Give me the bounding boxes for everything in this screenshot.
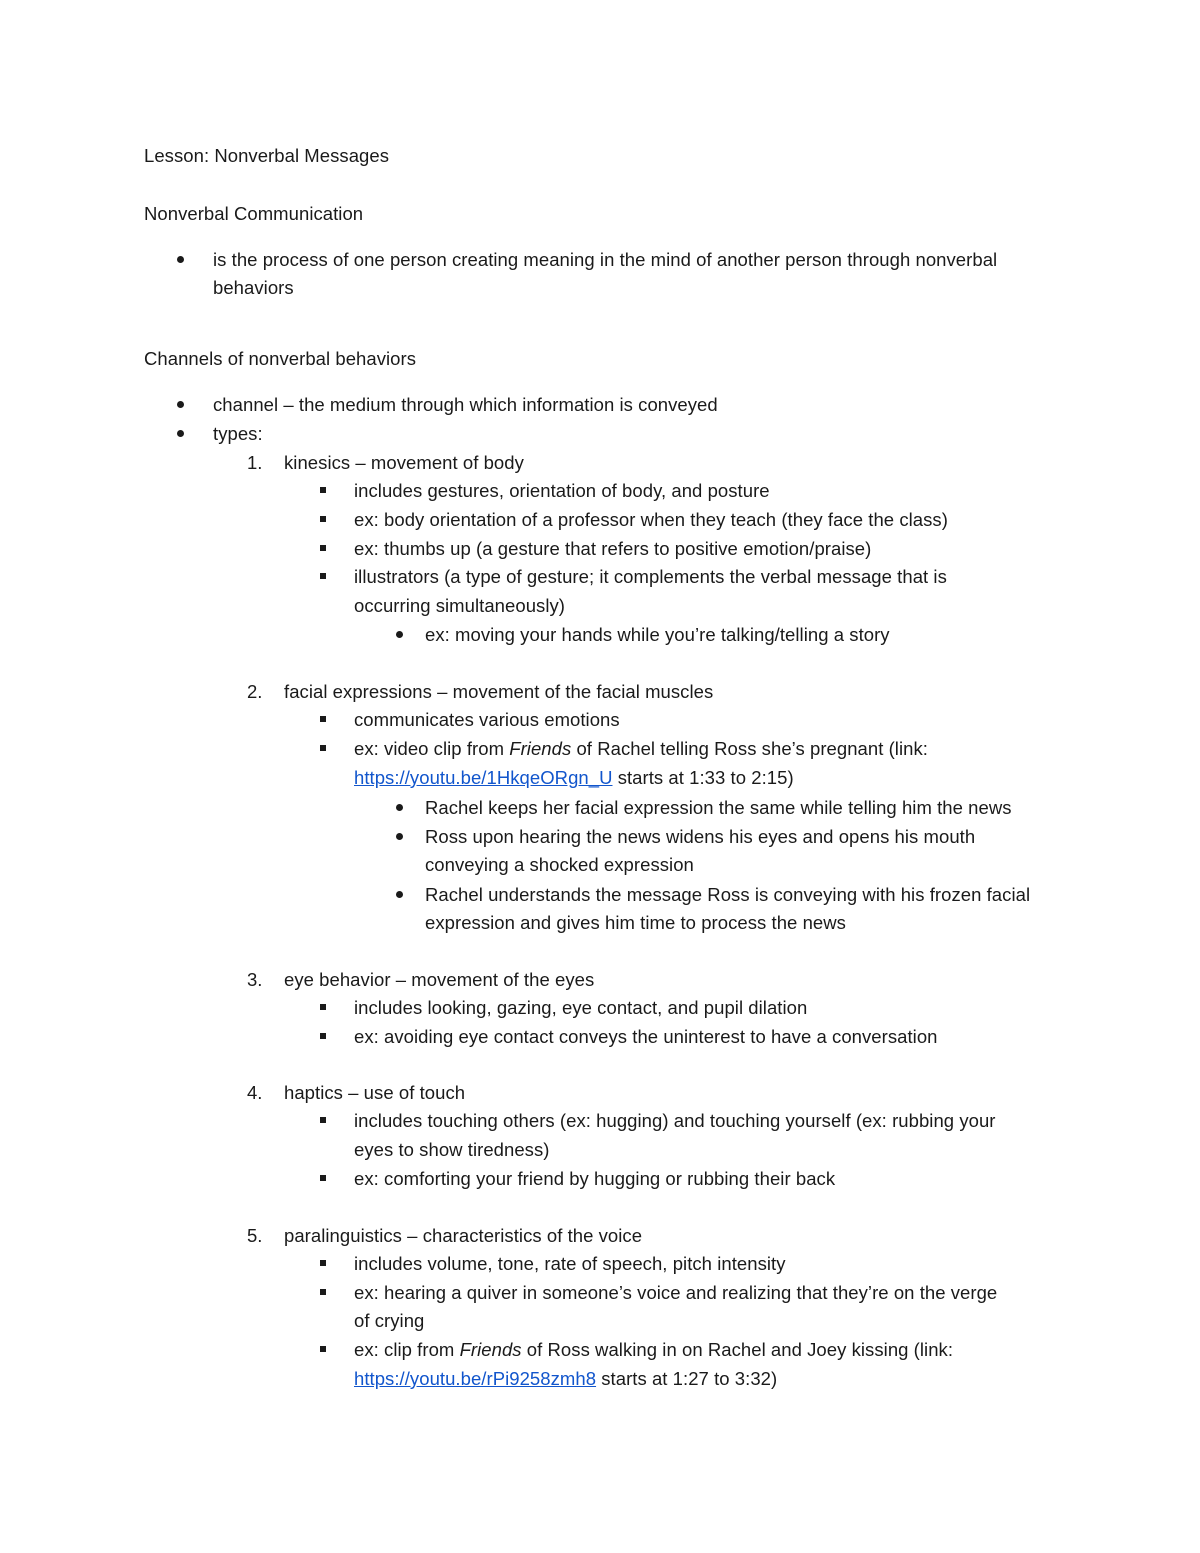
clip-suffix: of Rachel telling Ross she’s pregnant (link: bbox=[571, 738, 928, 759]
list-item: includes touching others (ex: hugging) and touching yourself (ex: rubbing your bbox=[354, 1110, 996, 1131]
square-bullet-icon bbox=[320, 1033, 326, 1039]
video-clip-item bbox=[354, 1338, 953, 1362]
list-number: 3. bbox=[247, 969, 263, 990]
clip-prefix: ex: clip from bbox=[354, 1339, 460, 1360]
clip-prefix: ex: video clip from bbox=[354, 738, 510, 759]
list-item-continuation: of crying bbox=[354, 1310, 425, 1331]
list-item: includes looking, gazing, eye contact, and pupil dilation bbox=[354, 997, 808, 1018]
list-item: Rachel understands the message Ross is conveying with his frozen facial bbox=[425, 884, 1031, 905]
clip-time-range: starts at 1:27 to 3:32) bbox=[596, 1368, 778, 1389]
section-heading-nonverbal-communication: Nonverbal Communication bbox=[144, 203, 364, 224]
document-title: Lesson: Nonverbal Messages bbox=[144, 145, 390, 166]
bullet-icon bbox=[177, 430, 184, 437]
square-bullet-icon bbox=[320, 1175, 326, 1181]
channel-haptics: haptics – use of touch bbox=[284, 1082, 466, 1103]
bullet-icon bbox=[177, 401, 184, 408]
list-item: Rachel keeps her facial expression the same while telling him the news bbox=[425, 797, 1012, 818]
youtube-link[interactable]: https://youtu.be/1HkqeORgn_U bbox=[354, 767, 613, 788]
list-number: 4. bbox=[247, 1082, 263, 1103]
clip-time-range: starts at 1:33 to 2:15) bbox=[612, 767, 794, 788]
square-bullet-icon bbox=[320, 545, 326, 551]
bullet-icon bbox=[396, 631, 403, 638]
list-number: 2. bbox=[247, 681, 263, 702]
definition-line-1: is the process of one person creating meaning in the mind of another person through nonverbal bbox=[213, 249, 998, 270]
list-item: ex: hearing a quiver in someone’s voice and realizing that they’re on the verge bbox=[354, 1282, 998, 1303]
list-item: includes gestures, orientation of body, and posture bbox=[354, 480, 770, 501]
list-item: ex: body orientation of a professor when they teach (they face the class) bbox=[354, 509, 948, 530]
list-number: 5. bbox=[247, 1225, 263, 1246]
square-bullet-icon bbox=[320, 716, 326, 722]
youtube-link[interactable]: https://youtu.be/rPi9258zmh8 bbox=[354, 1368, 597, 1389]
show-title: Friends bbox=[459, 1339, 522, 1360]
clip-suffix: of Ross walking in on Rachel and Joey kissing (link: bbox=[521, 1339, 954, 1360]
square-bullet-icon bbox=[320, 1346, 326, 1352]
video-clip-item bbox=[354, 737, 928, 761]
list-item-continuation: occurring simultaneously) bbox=[354, 595, 566, 616]
types-label: types: bbox=[213, 423, 263, 444]
square-bullet-icon bbox=[320, 1260, 326, 1266]
list-item-continuation: expression and gives him time to process the news bbox=[425, 912, 846, 933]
bullet-icon bbox=[177, 256, 184, 263]
channel-kinesics: kinesics – movement of body bbox=[284, 452, 524, 473]
video-link-line bbox=[354, 1367, 777, 1391]
bullet-icon bbox=[396, 833, 403, 840]
list-item: ex: avoiding eye contact conveys the uninterest to have a conversation bbox=[354, 1026, 938, 1047]
show-title: Friends bbox=[509, 738, 572, 759]
section-heading-channels: Channels of nonverbal behaviors bbox=[144, 348, 417, 369]
channel-facial-expressions: facial expressions – movement of the facial muscles bbox=[284, 681, 714, 702]
video-link-line bbox=[354, 766, 794, 790]
list-item-continuation: conveying a shocked expression bbox=[425, 854, 694, 875]
list-item: includes volume, tone, rate of speech, pitch intensity bbox=[354, 1253, 786, 1274]
square-bullet-icon bbox=[320, 1004, 326, 1010]
channel-paralinguistics: paralinguistics – characteristics of the voice bbox=[284, 1225, 643, 1246]
list-item: ex: thumbs up (a gesture that refers to positive emotion/praise) bbox=[354, 538, 872, 559]
square-bullet-icon bbox=[320, 1289, 326, 1295]
square-bullet-icon bbox=[320, 487, 326, 493]
bullet-icon bbox=[396, 891, 403, 898]
list-item: Ross upon hearing the news widens his eyes and opens his mouth bbox=[425, 826, 976, 847]
list-item: ex: comforting your friend by hugging or rubbing their back bbox=[354, 1168, 836, 1189]
list-item: illustrators (a type of gesture; it complements the verbal message that is bbox=[354, 566, 947, 587]
definition-line-2: behaviors bbox=[213, 277, 294, 298]
list-number: 1. bbox=[247, 452, 263, 473]
square-bullet-icon bbox=[320, 1117, 326, 1123]
list-item-continuation: eyes to show tiredness) bbox=[354, 1139, 550, 1160]
list-item: communicates various emotions bbox=[354, 709, 620, 730]
square-bullet-icon bbox=[320, 573, 326, 579]
bullet-icon bbox=[396, 804, 403, 811]
channel-eye-behavior: eye behavior – movement of the eyes bbox=[284, 969, 595, 990]
list-item: ex: moving your hands while you’re talking/telling a story bbox=[425, 624, 890, 645]
square-bullet-icon bbox=[320, 745, 326, 751]
channel-definition: channel – the medium through which information is conveyed bbox=[213, 394, 718, 415]
square-bullet-icon bbox=[320, 516, 326, 522]
